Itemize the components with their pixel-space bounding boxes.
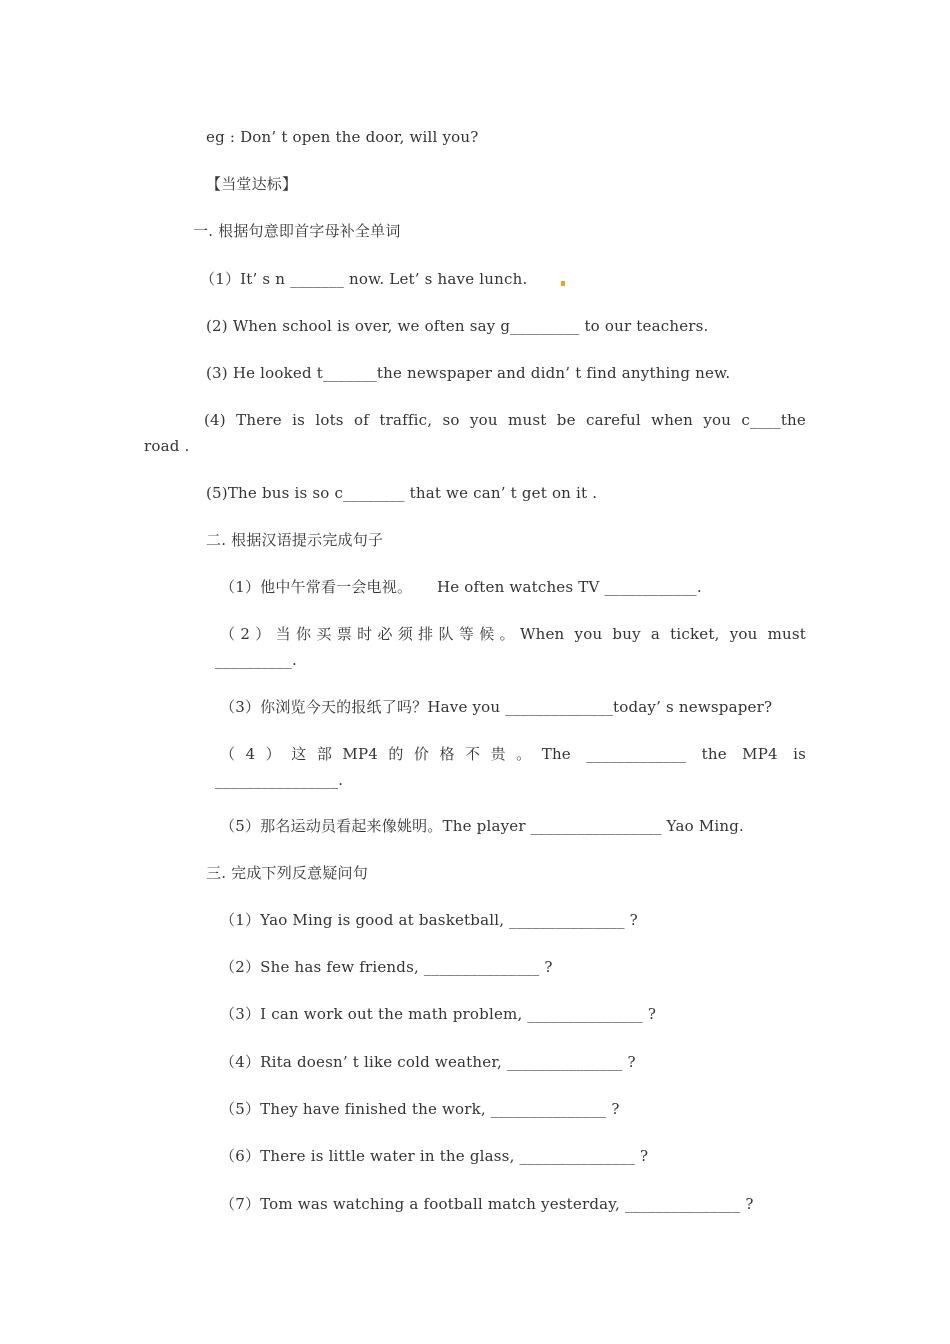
part1-item-2: (2) When school is over, we often say g_________ to our teachers. — [206, 317, 709, 335]
part2-item-5: （5）那名运动员看起来像姚明。The player _________________ Yao Ming. — [220, 817, 745, 835]
example-sentence: eg : Don’ t open the door, will you? — [206, 128, 479, 146]
part3-item-1: （1）Yao Ming is good at basketball, _______________ ? — [220, 911, 638, 929]
part1-item-3: (3) He looked t_______the newspaper and didn’ t find anything new. — [206, 364, 731, 382]
part2-item-3: （3）你浏览今天的报纸了吗？Have you ______________today’ s newspaper? — [220, 698, 773, 716]
part2-item-2-continuation: __________. — [215, 651, 297, 669]
part3-item-6: （6）There is little water in the glass, _______________ ? — [220, 1147, 649, 1165]
part3-item-5: （5）They have finished the work, _______________ ? — [220, 1100, 620, 1118]
part3-item-4: （4）Rita doesn’ t like cold weather, _______________ ? — [220, 1053, 636, 1071]
part1-item-4: (4) There is lots of traffic, so you must be careful when you c____the — [204, 411, 806, 429]
part1-item-1: （1）It’ s n _______ now. Let’ s have lunch. — [200, 270, 528, 288]
part3-item-3: （3）I can work out the math problem, _______________ ? — [220, 1005, 657, 1023]
part1-item-4-continuation: road . — [144, 437, 190, 455]
part2-item-4: （4）这部MP4的价格不贵。The _____________ the MP4 is — [220, 745, 806, 763]
part2-title: 二. 根据汉语提示完成句子 — [206, 531, 384, 549]
part2-item-4-continuation: ________________. — [215, 771, 344, 789]
section-heading-practice: 【当堂达标】 — [206, 175, 298, 193]
part3-title: 三. 完成下列反意疑问句 — [206, 864, 368, 882]
part3-item-2: （2）She has few friends, _______________ ? — [220, 958, 553, 976]
part1-title: 一. 根据句意即首字母补全单词 — [193, 222, 401, 240]
part3-item-7: （7）Tom was watching a football match yesterday, _______________ ? — [220, 1195, 754, 1213]
highlight-mark — [561, 281, 565, 286]
part2-item-1: （1）他中午常看一会电视。 He often watches TV ____________. — [220, 578, 702, 596]
part1-item-5: (5)The bus is so c________ that we can’ t get on it . — [206, 484, 598, 502]
part2-item-2: （2）当你买票时必须排队等候。When you buy a ticket, you must — [220, 625, 806, 643]
